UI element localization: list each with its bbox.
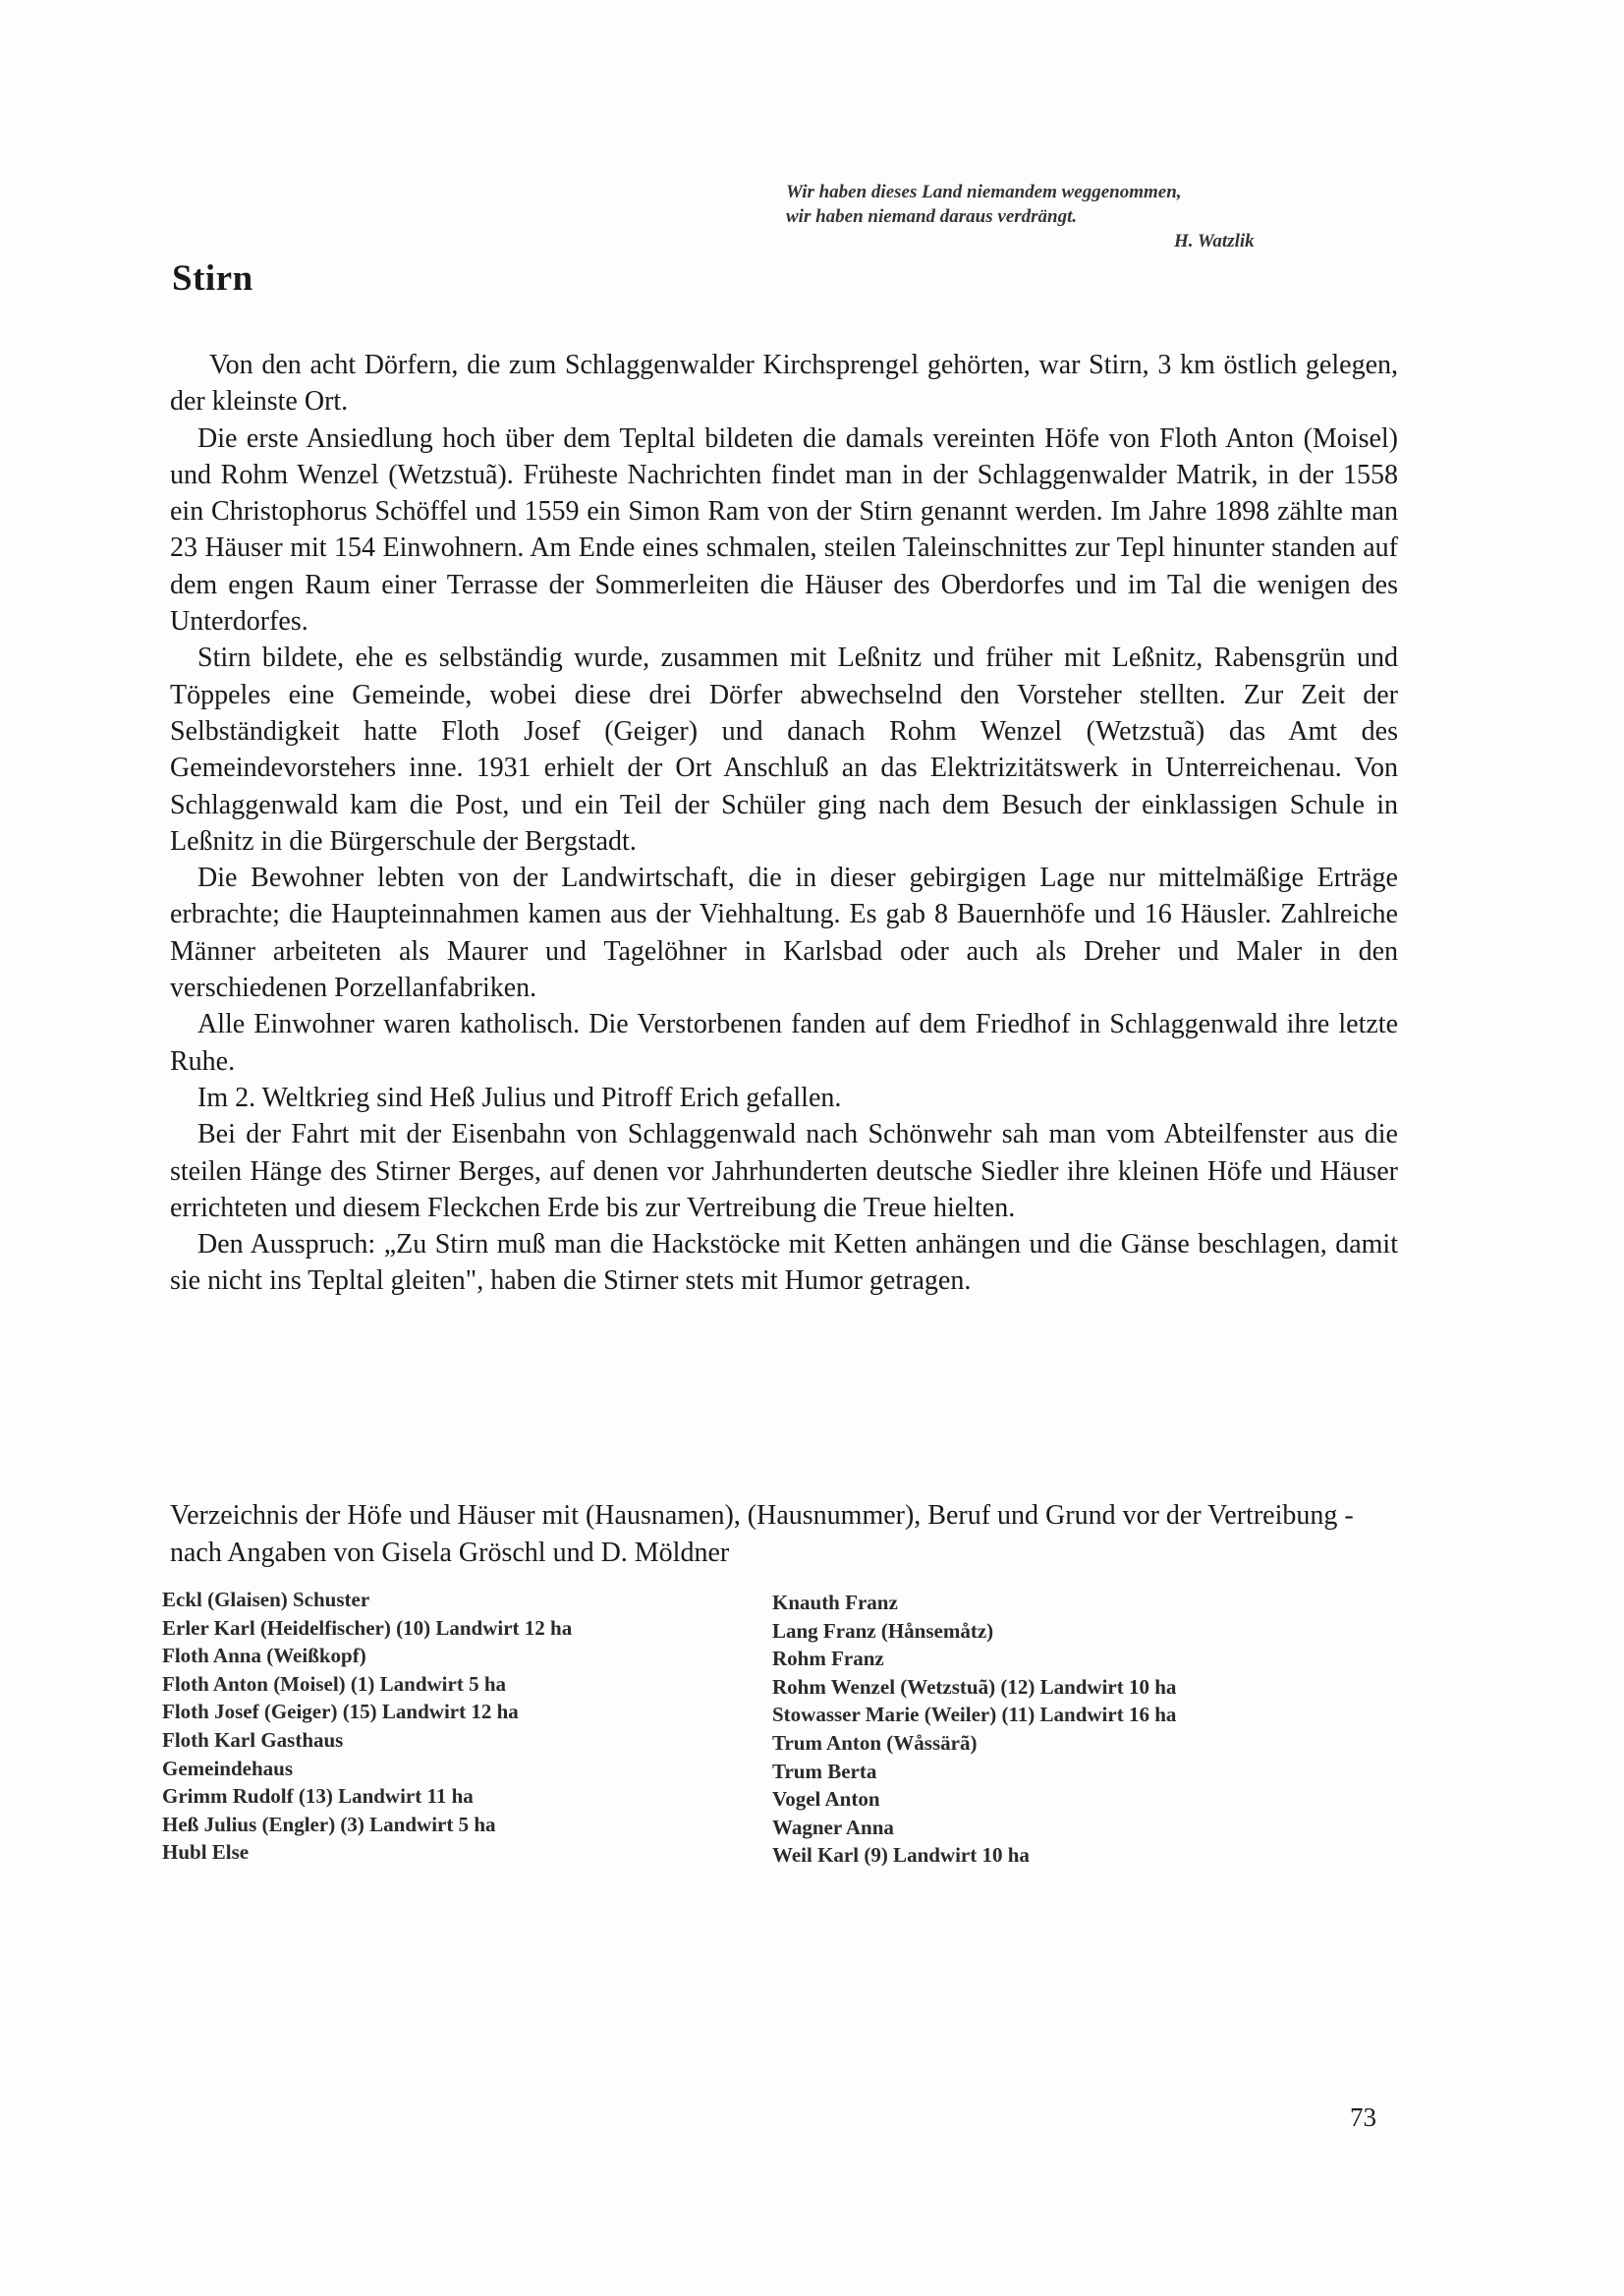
- paragraph: Von den acht Dörfern, die zum Schlaggenwalder Kirchsprengel gehörten, war Stirn, 3 km östlich gelegen, der kleinste Ort.: [170, 350, 1398, 418]
- list-item: Eckl (Glaisen) Schuster: [162, 1588, 370, 1611]
- paragraph: Bei der Fahrt mit der Eisenbahn von Schlaggenwald nach Schönwehr sah man vom Abteilfenster aus die steilen Hänge des Stirner Berges, auf denen vor Jahrhunderten deutsche Siedler ihre kleinen Höfe und Häuser errichteten und diesem Fleckchen Erde bis zur Vertreibung die Treue hielten.: [170, 1119, 1398, 1223]
- epigraph-author: H. Watzlik: [1174, 231, 1255, 252]
- list-item: Grimm Rudolf (13) Landwirt 11 ha: [162, 1784, 474, 1809]
- list-item: Floth Anna (Weißkopf): [162, 1644, 366, 1668]
- paragraph: Den Ausspruch: „Zu Stirn muß man die Hackstöcke mit Ketten anhängen und die Gänse beschlagen, damit sie nicht ins Tepltal gleiten", haben die Stirner stets mit Humor getragen.: [170, 1229, 1398, 1297]
- list-item: Gemeindehaus: [162, 1756, 294, 1780]
- list-item: Floth Karl Gasthaus: [162, 1727, 344, 1752]
- list-item: Weil Karl (9) Landwirt 10 ha: [772, 1843, 1030, 1868]
- list-item: Trum Anton (Wåssärã): [772, 1730, 978, 1755]
- page-title: Stirn: [172, 258, 253, 299]
- list-item: Erler Karl (Heidelfischer) (10) Landwirt 12 ha: [162, 1615, 573, 1640]
- list-item: Floth Josef (Geiger) (15) Landwirt 12 ha: [162, 1700, 519, 1724]
- list-item: Hubl Else: [162, 1840, 250, 1865]
- listing-left-column: [162, 1586, 712, 1867]
- list-item: Rohm Wenzel (Wetzstuã) (12) Landwirt 10 ha: [772, 1674, 1177, 1699]
- list-item: Stowasser Marie (Weiler) (11) Landwirt 16 ha: [772, 1703, 1177, 1727]
- list-item: Knauth Franz: [772, 1591, 898, 1614]
- list-item: Vogel Anton: [772, 1787, 880, 1812]
- epigraph: [786, 180, 1375, 253]
- list-item: Heß Julius (Engler) (3) Landwirt 5 ha: [162, 1812, 496, 1836]
- paragraph: Alle Einwohner waren katholisch. Die Verstorbenen fanden auf dem Friedhof in Schlaggenwald ihre letzte Ruhe.: [170, 1009, 1398, 1077]
- list-item: Lang Franz (Hånsemåtz): [772, 1618, 994, 1643]
- list-item: Floth Anton (Moisel) (1) Landwirt 5 ha: [162, 1671, 507, 1696]
- paragraph: Die Bewohner lebten von der Landwirtschaft, die in dieser gebirgigen Lage nur mittelmäßige Erträge erbrachte; die Haupteinnahmen kamen aus der Viehhaltung. Es gab 8 Bauernhöfe und 16 Häusler. Zahlreiche Männer arbeiteten als Maurer und Tagelöhner in Karlsbad oder auch als Dreher und Maler in den verschiedenen Porzellanfabriken.: [170, 863, 1398, 1004]
- listing-right-column: [772, 1589, 1322, 1870]
- list-item: Wagner Anna: [772, 1815, 894, 1839]
- paragraph: Im 2. Weltkrieg sind Heß Julius und Pitroff Erich gefallen.: [197, 1082, 842, 1113]
- epigraph-line-1: Wir haben dieses Land niemandem weggenommen,: [786, 182, 1182, 202]
- list-item: Trum Berta: [772, 1759, 877, 1783]
- paragraph: Die erste Ansiedlung hoch über dem Tepltal bildeten die damals vereinten Höfe von Floth Anton (Moisel) und Rohm Wenzel (Wetzstuã). Früheste Nachrichten findet man in der Schlaggenwalder Matrik, in der 1558 ein Christophorus Schöffel und 1559 ein Simon Ram von der Stirn genannt werden. Im Jahre 1898 zählte man 23 Häuser mit 154 Einwohnern. Am Ende eines schmalen, steilen Taleinschnittes zur Tepl hinunter standen auf dem engen Raum einer Terrasse der Sommerleiten die Häuser des Oberdorfes und im Tal die wenigen des Unterdorfes.: [170, 422, 1398, 638]
- epigraph-line-2: wir haben niemand daraus verdrängt.: [786, 206, 1078, 227]
- article-body: [170, 347, 1398, 1300]
- list-item: Rohm Franz: [772, 1647, 884, 1671]
- listing-heading: Verzeichnis der Höfe und Häuser mit (Hausnamen), (Hausnummer), Beruf und Grund vor der Vertreibung - nach Angaben von Gisela Gröschl und D. Möldner: [170, 1500, 1354, 1568]
- paragraph: Stirn bildete, ehe es selbständig wurde, zusammen mit Leßnitz und früher mit Leßnitz, Rabensgrün und Töppeles eine Gemeinde, wobei diese drei Dörfer abwechselnd den Vorsteher stellten. Zur Zeit der Selbständigkeit hatte Floth Josef (Geiger) und danach Rohm Wenzel (Wetzstuã) das Amt des Gemeindevorstehers inne. 1931 erhielt der Ort Anschluß an das Elektrizitätswerk in Unterreichenau. Von Schlaggenwald kam die Post, und ein Teil der Schüler ging nach dem Besuch der einklassigen Schule in Leßnitz in die Bürgerschule der Bergstadt.: [170, 643, 1398, 857]
- page-number: 73: [1350, 2102, 1376, 2132]
